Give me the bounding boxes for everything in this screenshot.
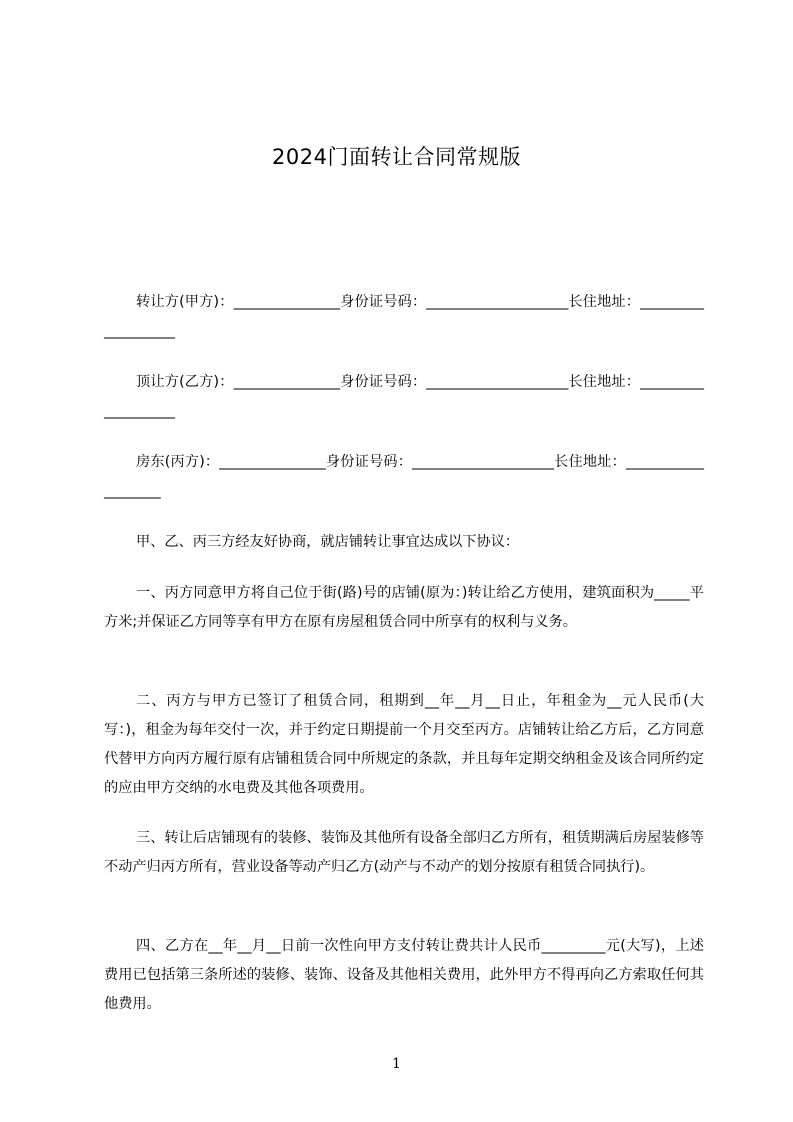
party-c-line: 房东(丙方)：_______________身份证号码：____________________长住地址：___________________: [104, 454, 704, 499]
agreement-intro: 甲、乙、丙三方经友好协商，就店铺转让事宜达成以下协议：: [136, 534, 520, 550]
clause-3: 三、转让后店铺现有的装修、装饰及其他所有设备全部归乙方所有，租赁期满后房屋装修等不动产归丙方所有，营业设备等动产归乙方(动产与不动产的划分按原有租赁合同执行)。: [104, 830, 704, 875]
clause-4: 四、乙方在__年__月__日前一次性向甲方支付转让费共计人民币_________元(大写)，上述费用已包括第三条所述的装修、装饰、设备及其他相关费用，此外甲方不得再向乙方索取任何其他费用。: [104, 938, 704, 1012]
clause-1: 一、丙方同意甲方将自己位于街(路)号的店铺(原为：)转让给乙方使用，建筑面积为_____平方米;并保证乙方同等享有甲方在原有房屋租赁合同中所享有的权利与义务。: [104, 585, 704, 630]
party-b-line: 顶让方(乙方)：_______________身份证号码：____________________长住地址：___________________: [104, 374, 704, 419]
party-a-line: 转让方(甲方)：_______________身份证号码：____________________长住地址：___________________: [104, 294, 704, 339]
clause-2: 二、丙方与甲方已签订了租赁合同，租期到__年__月__日止，年租金为__元人民币(大写：)，租金为每年交付一次，并于约定日期提前一个月交至丙方。店铺转让给乙方后，乙方同意代替甲方向丙方履行原有店铺租赁合同中所规定的条款，并且每年定期交纳租金及该合同所约定的应由甲方交纳的水电费及其他各项费用。: [104, 693, 704, 796]
page-number: 1: [392, 1056, 401, 1072]
document-title: 2024门面转让合同常规版: [272, 145, 521, 169]
